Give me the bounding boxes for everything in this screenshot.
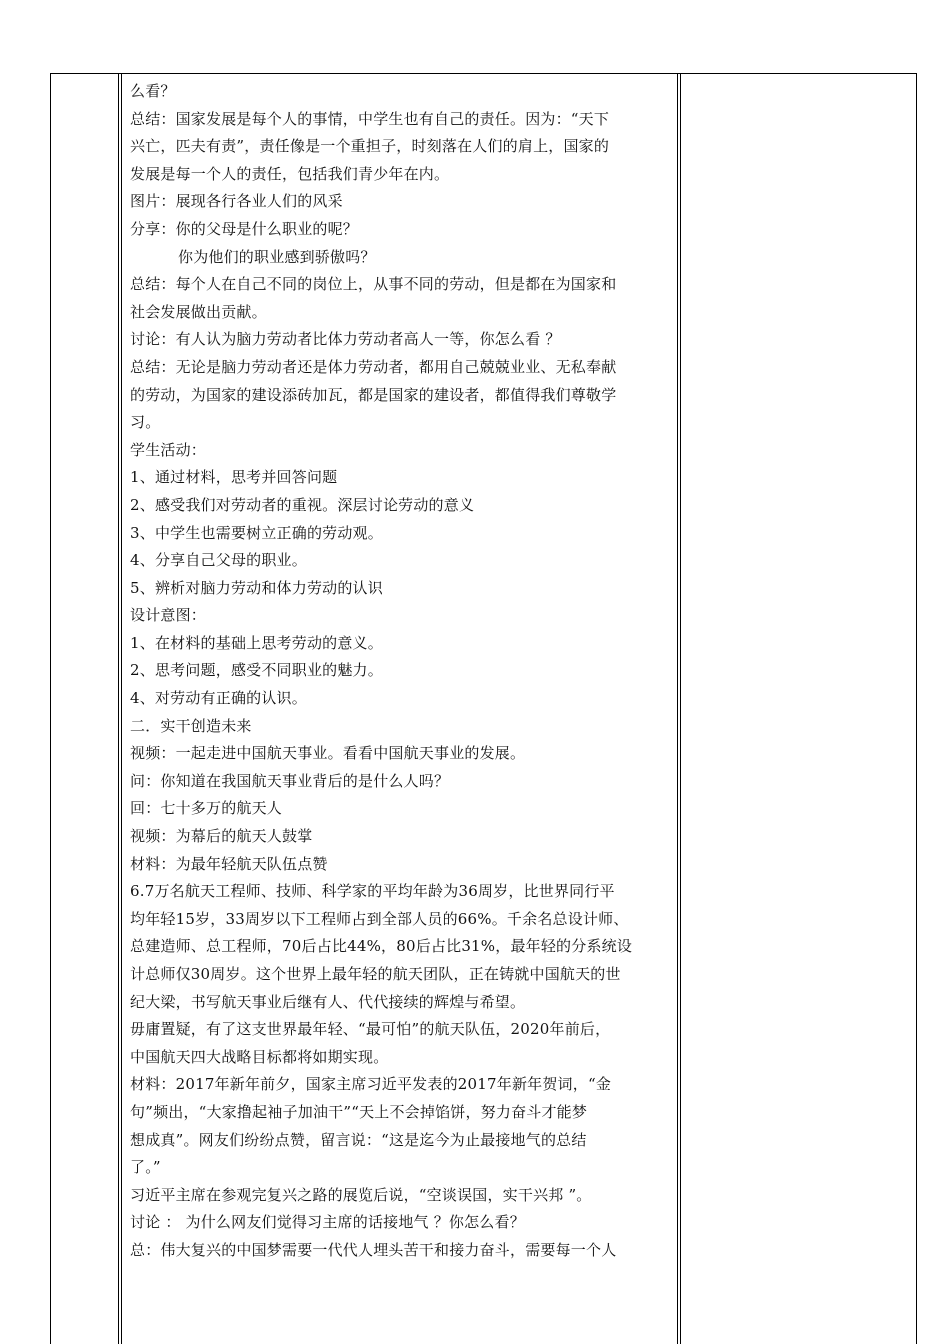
- text-line: 1、通过材料，思考并回答问题: [130, 468, 338, 487]
- text-line: 分享：你的父母是什么职业的呢？: [130, 219, 359, 238]
- text-line: 图片：展现各行各业人们的风采: [130, 192, 343, 211]
- text-line: 毋庸置疑，有了这支世界最年轻、“最可怕”的航天队伍，2020年前后，: [130, 1020, 611, 1039]
- text-line: 视频：一起走进中国航天事业。看看中国航天事业的发展。: [130, 744, 526, 763]
- text-line: 总：伟大复兴的中国梦需要一代代人埋头苦干和接力奋斗，需要每一个人: [130, 1240, 617, 1259]
- text-line: 6.7万名航天工程师、技师、科学家的平均年龄为36周岁，比世界同行平: [130, 882, 615, 901]
- text-line: 中国航天四大战略目标都将如期实现。: [130, 1047, 389, 1066]
- text-line: 么看？: [130, 82, 176, 100]
- text-line: 视频：为幕后的航天人鼓掌: [130, 827, 313, 846]
- text-line: 总建造师、总工程师，70后占比44%，80后占比31%，最年轻的分系统设: [130, 937, 633, 956]
- column-divider: [121, 74, 122, 1344]
- text-line: 回：七十多万的航天人: [130, 799, 283, 818]
- text-line: 想成真”。网友们纷纷点赞，留言说：“这是迄今为止最接地气的总结: [130, 1130, 587, 1149]
- text-line: 的劳动，为国家的建设添砖加瓦，都是国家的建设者，都值得我们尊敬学: [130, 385, 617, 404]
- text-line: 纪大梁，书写航天事业后继有人、代代接续的辉煌与希望。: [130, 992, 526, 1011]
- text-line: 学生活动：: [130, 440, 207, 459]
- text-line: 了。”: [130, 1158, 161, 1177]
- text-line: 你为他们的职业感到骄傲吗？: [178, 247, 376, 266]
- text-line: 材料：2017年新年前夕，国家主席习近平发表的2017年新年贺词，“金: [130, 1075, 612, 1094]
- text-line: 4、分享自己父母的职业。: [130, 551, 307, 570]
- text-line: 发展是每一个人的责任，包括我们青少年在内。: [130, 164, 450, 183]
- text-line: 句”频出，“大家撸起袖子加油干”“天上不会掉馅饼，努力奋斗才能梦: [130, 1102, 588, 1121]
- text-line: 2、思考问题，感受不同职业的魅力。: [130, 661, 383, 680]
- text-line: 问：你知道在我国航天事业背后的是什么人吗？: [130, 771, 450, 790]
- text-line: 二．实干创造未来: [130, 716, 252, 735]
- text-line: 2、感受我们对劳动者的重视。深层讨论劳动的意义: [130, 495, 475, 514]
- text-line: 讨论 ： 为什么网友们觉得习主席的话接地气 ？你怎么看？: [130, 1213, 525, 1232]
- column-divider: [680, 74, 681, 1344]
- text-line: 3、中学生也需要树立正确的劳动观。: [130, 523, 383, 542]
- text-line: 5、辨析对脑力劳动和体力劳动的认识: [130, 578, 383, 597]
- text-line: 习近平主席在参观完复兴之路的展览后说，“空谈误国，实干兴邦 ”。: [130, 1185, 592, 1204]
- text-line: 总结：无论是脑力劳动者还是体力劳动者，都用自己兢兢业业、无私奉献: [130, 357, 617, 376]
- column-divider: [677, 74, 678, 1344]
- text-line: 计总师仅30周岁。这个世界上最年轻的航天团队，正在铸就中国航天的世: [130, 965, 621, 983]
- text-line: 总结：每个人在自己不同的岗位上，从事不同的劳动，但是都在为国家和: [130, 275, 617, 294]
- text-line: 4、对劳动有正确的认识。: [130, 689, 307, 708]
- text-line: 设计意图：: [130, 606, 207, 625]
- text-line: 材料：为最年轻航天队伍点赞: [130, 854, 328, 873]
- text-line: 社会发展做出贡献。: [130, 302, 267, 321]
- text-line: 兴亡，匹夫有责”，责任像是一个重担子，时刻落在人们的肩上，国家的: [130, 137, 610, 156]
- text-line: 讨论：有人认为脑力劳动者比体力劳动者高人一等，你怎么看 ？: [130, 330, 561, 349]
- text-line: 均年轻15岁，33周岁以下工程师占到全部人员的66%。千余名总设计师、: [130, 909, 629, 928]
- column-divider: [118, 74, 119, 1344]
- lesson-content: [130, 78, 670, 1265]
- text-line: 习。: [130, 413, 161, 432]
- text-line: 1、在材料的基础上思考劳动的意义。: [130, 633, 383, 652]
- text-line: 总结：国家发展是每个人的事情，中学生也有自己的责任。因为：“天下: [130, 109, 610, 128]
